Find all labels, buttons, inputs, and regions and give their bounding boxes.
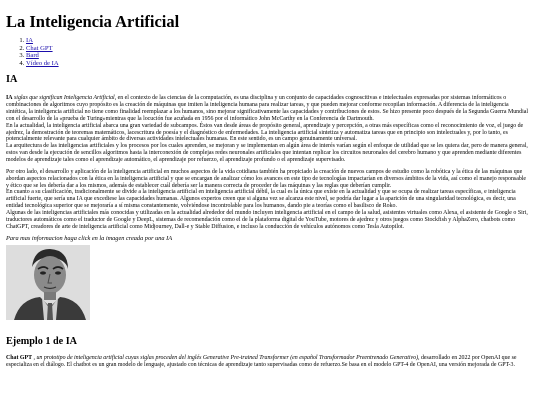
chatgpt-paragraph xyxy=(6,355,530,369)
toc-link-ia[interactable]: IA xyxy=(26,37,33,44)
section-heading-ejemplo-1: Ejemplo 1 de IA xyxy=(6,335,78,347)
toc-item-chatgpt xyxy=(26,45,530,53)
chatgpt-paragraph-text: desarrollado en 2022 por OpenAI que se especializa en el diálogo. El chatbot es un gran modelo de lenguaje, ajustado con técnicas de aprendizaje tanto supervisadas como de refuerzo.Se basa en el modelo GPT-4 de OpenAI, una versión mejorada de GPT-3. xyxy=(6,354,517,368)
ai-portrait-image[interactable] xyxy=(6,245,90,320)
ia-paragraph-6: Algunas de las inteligencias artificiales más conocidas y utilizadas en la actualidad alrededor del mundo incluyen inteligencia artificial en el campo de la salud, asistentes virtuales como Alexa, el asistente de Google o Siri, traductores automáticos como el traductor de Google y DeepL, sistemas de recomendación como el de la plataforma digital de YouTube, motores de ajedrez y otros juegos como Stockfish y AlphaZero, chatbots como ChatGPT, creadores de arte de inteligencia artificial como Midjourney, Dall-e y Stable Diffusion, e incluso la conducción de vehículos autónomos como Tesla Autopilot. xyxy=(6,209,528,230)
toc-item-video xyxy=(26,60,530,68)
toc-link-chatgpt[interactable]: Chat GPT xyxy=(26,44,53,52)
ia-paragraph-1 xyxy=(6,95,530,122)
ia-paragraph-5: En cuanto a su clasificación, tradicionalmente se divide a la inteligencia artificial en inteligencia artificial débil, la cual es la única que existe en la actualidad y que se ocupa de realizar tareas específicas, e inteligencia artificial fuerte, que sería una IA que excediese las capacidades humanas. Algunos expertos creen que si alguna vez se alcanza este nivel, se podría dar lugar a la aparición de una singularidad tecnológica, es decir, una entidad tecnológica superior que se mejoraría a sí misma constantemente, volviéndose incontrolable para los humanos, dando pie a teorías como el basilisco de Roko. xyxy=(6,189,516,210)
section-heading-ia: IA xyxy=(6,74,18,86)
ia-paragraph-3: La arquitectura de las inteligencias artificiales y los procesos por los cuales aprenden, se mejoran y se implementan en algún área de interés varían según el enfoque de utilidad que se les quiera dar, pero de manera general, estos van desde la ejecución de sencillos algoritmos hasta la interconexión de complejas redes neuronales artificiales que intentan replicar los circuitos neuronales del cerebro humano y que aprenden mediante diferentes modelos de aprendizaje tales como el aprendizaje automático, el aprendizaje por refuerzo, el aprendizaje profundo o el aprendizaje supervisado. xyxy=(6,143,528,163)
image-caption: Para mas informacion haga click en la imagen creada por una IA xyxy=(6,235,173,243)
page-title: La Inteligencia Artificial xyxy=(6,12,180,31)
chatgpt-term: Chat GPT xyxy=(6,354,33,361)
ia-definition: siglas que significan Inteligencia Artificial, xyxy=(12,95,117,102)
chatgpt-separator: , xyxy=(32,354,37,361)
ia-term: IA xyxy=(6,95,13,102)
chatgpt-definition: un prototipo de inteligencia artificial cuyas siglas proceden del inglés Generative Pre-trained Transformer (en español Transformador Preentrenado Generativo), xyxy=(36,354,420,361)
toc-link-video[interactable]: Vídeo de IA xyxy=(26,59,59,67)
ia-paragraph-1-text: en el contexto de las ciencias de la computación, es una disciplina y un conjunto de capacidades cognoscitivas e intelectuales expresadas por sistemas informáticos o combinaciones de algoritmos cuyo propósito es la creación de máquinas que imiten la inteligencia humana para realizar tareas, y que pueden mejorar conforme recopilan información. A diferencia de la inteligencia sintética, la inteligencia artificial no tiene como finalidad reemplazar a los humanos, sino mejorar significativamente las capacidades y contribuciones de estos. Se hizo presente poco después de la Segunda Guerra Mundial con el desarrollo de la «prueba de Turing»mientras que la locución fue acuñada en 1956 por el informático John McCarthy en la Conferencia de Dartmouth. xyxy=(6,95,528,122)
table-of-contents xyxy=(6,37,530,67)
ia-paragraph-2: En la actualidad, la inteligencia artificial abarca una gran variedad de subcampos. Éstos van desde áreas de propósito general, aprendizaje y percepción, a otras más específicas como el reconocimiento de voz, el juego de ajedrez, la demostración de teoremas matemáticos, lacescritura de poesía y el diagnóstico de enfermedades. La inteligencia artificial sintetiza y automatiza tareas que en principio son intelectuales y, por lo tanto, es potencialmente relevante para cualquier ámbito de diversas actividades intelectuales humanas. En este sentido, es un campo genuinamente universal. xyxy=(6,122,524,143)
ia-paragraph-4: Por otro lado, el desarrollo y aplicación de la inteligencia artificial en muchos aspectos de la vida cotidiana también ha propiciado la creación de nuevos campos de estudio como la robótica y la ética de las máquinas que abordan aspectos relacionados con la ética en la inteligencia artificial y que se encargan de analizar cómo los avances en este tipo de tecnologías impactarían en diversos ámbitos de la vida, así como el manejo responsable y ético que se les debería dar a los mismos, además de establecer cuál debería ser la manera correcta de proceder de las máquinas y las reglas que deberían cumplir. xyxy=(6,168,527,189)
toc-item-bard xyxy=(26,52,530,60)
portrait-illustration xyxy=(6,245,90,320)
toc-item-ia xyxy=(26,37,530,45)
toc-link-bard[interactable]: Bard xyxy=(26,52,39,60)
